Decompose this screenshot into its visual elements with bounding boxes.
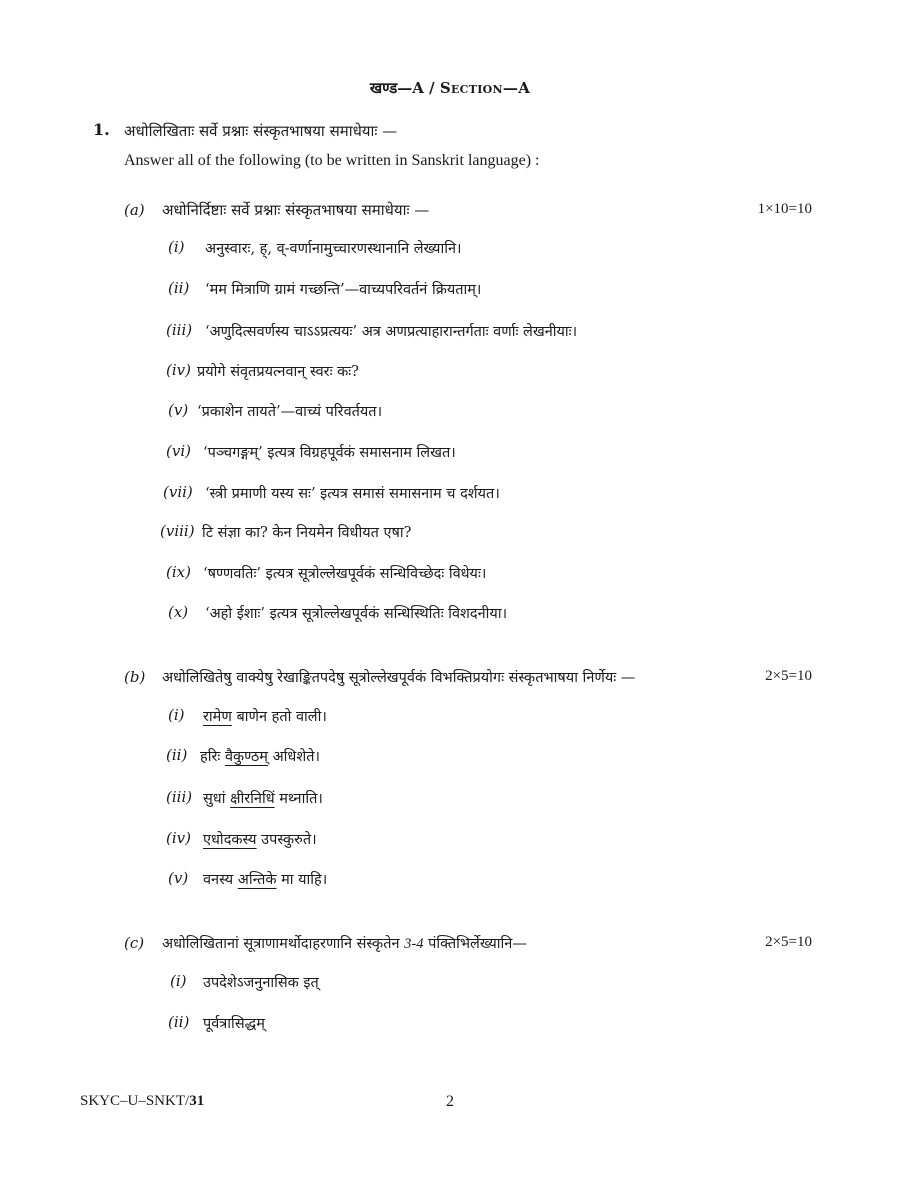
part-b-item-text: वनस्य अन्तिके मा याहि। xyxy=(203,872,328,888)
part-a-item-text: अनुस्वारः, ह्, व्-वर्णानामुच्चारणस्थानानि लेख्यानि। xyxy=(205,241,462,257)
part-a-item-text: प्रयोगे संवृतप्रयत्नवान् स्वरः कः? xyxy=(197,364,359,380)
part-c-item-text: उपदेशेऽजनुनासिक इत् xyxy=(203,975,319,991)
part-a-item-text: ‘षण्णवतिः’ इत्यत्र सूत्रोल्लेखपूर्वकं सन्धिविच्छेदः विधेयः। xyxy=(203,566,487,582)
part-a-item-label: (vii) xyxy=(163,483,193,501)
part-a-item-text: टि संज्ञा का? केन नियमेन विधीयत एषा? xyxy=(202,525,412,541)
part-a-item-label: (vi) xyxy=(166,442,191,460)
section-heading-english: Section—A xyxy=(439,79,531,97)
part-c-prompt: अधोलिखितानां सूत्राणामर्थोदाहरणानि संस्कृतेन 3-4 पंक्तिभिर्लेख्यानि— xyxy=(162,936,527,952)
part-b-item-label: (v) xyxy=(168,869,189,887)
part-a-prompt: अधोनिर्दिष्टाः सर्वे प्रश्नाः संस्कृतभाषया समाधेयाः — xyxy=(162,201,430,219)
part-c-item-label: (ii) xyxy=(168,1013,190,1031)
part-c-item-text: पूर्वत्रासिद्धम् xyxy=(203,1016,265,1032)
underlined-word: रामेण xyxy=(203,709,232,725)
part-a-item-label: (ix) xyxy=(166,563,191,581)
question-number: 1. xyxy=(93,120,110,139)
part-b-prompt: अधोलिखितेषु वाक्येषु रेखाङ्कितपदेषु सूत्रोल्लेखपूर्वकं विभक्तिप्रयोगः संस्कृतभाषया निर्णेयः — xyxy=(162,670,636,686)
section-heading-devanagari: खण्ड—A xyxy=(369,79,424,97)
part-b-item-label: (iv) xyxy=(166,829,191,847)
part-b-item-text: हरिः वैकुण्ठम् अधिशेते। xyxy=(200,749,320,765)
part-b-item-text: एधोदकस्य उपस्कुरुते। xyxy=(203,832,317,848)
part-b-item-label: (i) xyxy=(168,706,185,724)
part-a-item-text: ‘स्त्री प्रमाणी यस्य सः’ इत्यत्र समासं समासनाम च दर्शयत। xyxy=(205,486,500,502)
part-b-item-text: सुधां क्षीरनिधिं मथ्नाति। xyxy=(203,791,323,807)
part-b-item-text: रामेण बाणेन हतो वाली। xyxy=(203,709,327,725)
part-a-item-label: (i) xyxy=(168,238,185,256)
part-c-line-range: 3-4 xyxy=(404,936,424,952)
part-a-item-label: (iv) xyxy=(166,361,191,379)
part-a-item-text: ‘मम मित्राणि ग्रामं गच्छन्ति’—वाच्यपरिवर्तनं क्रियताम्। xyxy=(205,282,482,298)
paper-code: SKYC–U–SNKT/31 xyxy=(80,1093,205,1109)
part-b-label: (b) xyxy=(124,668,146,686)
part-b-item-label: (iii) xyxy=(166,788,193,806)
part-a-item-text: ‘अहो ईशाः’ इत्यत्र सूत्रोल्लेखपूर्वकं सन्धिस्थितिः विशदनीया। xyxy=(205,606,508,622)
part-c-item-label: (i) xyxy=(170,972,187,990)
part-a-item-text: ‘अणुदित्सवर्णस्य चाऽऽप्रत्ययः’ अत्र अणप्रत्याहारान्तर्गताः वर्णाः लेखनीयाः। xyxy=(205,324,578,340)
question-instruction-english: Answer all of the following (to be written in Sanskrit language) : xyxy=(124,152,540,169)
part-a-item-label: (iii) xyxy=(166,321,193,339)
part-a-item-label: (v) xyxy=(168,401,189,419)
part-a-item-label: (x) xyxy=(168,603,189,621)
part-b-marks: 2×5=10 xyxy=(765,668,812,684)
part-a-item-label: (viii) xyxy=(160,522,195,540)
part-c-marks: 2×5=10 xyxy=(765,934,812,950)
section-heading-separator: / xyxy=(423,79,440,97)
part-c-label: (c) xyxy=(124,934,145,952)
question-instruction-sanskrit: अधोलिखिताः सर्वे प्रश्नाः संस्कृतभाषया समाधेयाः — xyxy=(124,122,398,140)
page-number: 2 xyxy=(446,1093,454,1110)
part-a-item-text: ‘पञ्चगङ्गम्’ इत्यत्र विग्रहपूर्वकं समासनाम लिखत। xyxy=(203,445,456,461)
underlined-word: क्षीरनिधिं xyxy=(230,791,275,807)
underlined-word: वैकुण्ठम् xyxy=(224,749,268,765)
part-a-item-label: (ii) xyxy=(168,279,190,297)
part-b-item-label: (ii) xyxy=(166,746,188,764)
part-a-marks: 1×10=10 xyxy=(757,201,812,217)
section-heading xyxy=(0,78,900,98)
underlined-word: एधोदकस्य xyxy=(203,832,257,848)
underlined-word: अन्तिके xyxy=(237,872,277,888)
part-a-label: (a) xyxy=(124,201,145,219)
part-a-item-text: ‘प्रकाशेन तायते’—वाच्यं परिवर्तयत। xyxy=(197,404,383,420)
